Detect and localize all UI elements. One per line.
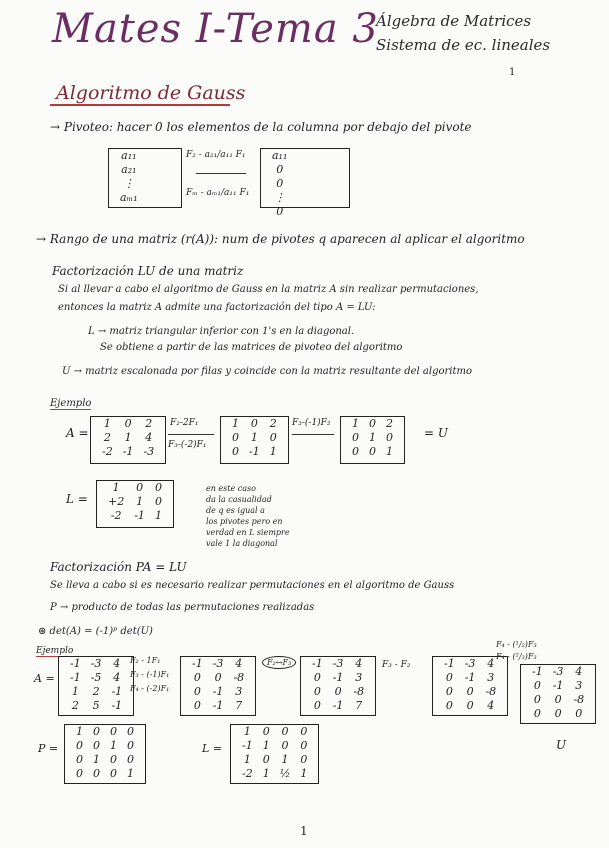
header-mark: 1 bbox=[509, 67, 516, 78]
lu-l-line-1: L → matriz triangular inferior con 1's en la diagonal. bbox=[88, 326, 355, 337]
matrix-cell: 0 bbox=[281, 725, 289, 738]
matrix-cell: -3 bbox=[212, 657, 224, 670]
matrix-row bbox=[115, 163, 163, 177]
matrix-cell: -3 bbox=[552, 665, 564, 678]
matrix-cell: 3 bbox=[355, 671, 363, 684]
lu-equals-u: = U bbox=[424, 426, 448, 440]
matrix-cell: 1 bbox=[76, 725, 83, 738]
matrix-cell: -3 bbox=[143, 445, 155, 458]
matrix-cell: -3 bbox=[332, 657, 344, 670]
lu-arrow-1 bbox=[168, 434, 214, 435]
matrix-cell: 0 bbox=[262, 753, 270, 766]
lu-op-1: F₂-2F₁ bbox=[170, 418, 199, 428]
matrix-cell: 0 bbox=[214, 671, 222, 684]
matrix-cell: 4 bbox=[113, 657, 121, 670]
matrix-cell: -1 bbox=[552, 679, 564, 692]
matrix-cell: -1 bbox=[111, 685, 123, 698]
lu-note-3: de q es igual a bbox=[206, 506, 265, 515]
matrix-row bbox=[439, 699, 501, 713]
matrix-cell: aₘ₁ bbox=[120, 191, 138, 204]
pa-det: ⊛ det(A) = (-1)ᵖ det(U) bbox=[38, 626, 153, 637]
matrix-cell: -1 bbox=[532, 665, 543, 678]
matrix-cell: -1 bbox=[122, 445, 134, 458]
matrix-row bbox=[439, 671, 501, 685]
lu-note-5: verdad en L siempre bbox=[206, 528, 290, 537]
pa-op-f3f2: F₃ - F₂ bbox=[382, 660, 411, 670]
pa-p-label: P = bbox=[38, 742, 59, 755]
matrix-cell: 0 bbox=[300, 739, 308, 752]
matrix-row bbox=[65, 671, 127, 685]
matrix-cell: 0 bbox=[193, 671, 201, 684]
matrix-row bbox=[527, 707, 589, 721]
matrix-cell: 1 bbox=[300, 767, 308, 780]
matrix-cell: 4 bbox=[487, 699, 495, 712]
matrix-row bbox=[347, 431, 398, 445]
matrix-cell: 0 bbox=[300, 725, 308, 738]
matrix-cell: 0 bbox=[334, 685, 342, 698]
matrix-cell: -1 bbox=[332, 671, 344, 684]
lu-arrow-2 bbox=[292, 434, 334, 435]
pa-matrix-a bbox=[58, 656, 134, 716]
matrix-cell: 1 bbox=[386, 445, 393, 458]
matrix-cell: 0 bbox=[124, 417, 132, 430]
lu-u-line: U → matriz escalonada por filas y coincide con la matriz resultante del algoritmo bbox=[62, 366, 472, 377]
matrix-cell: -1 bbox=[134, 509, 145, 522]
matrix-cell: 0 bbox=[276, 163, 284, 176]
matrix-cell: -1 bbox=[111, 699, 123, 712]
matrix-cell: 0 bbox=[262, 725, 270, 738]
matrix-cell: 4 bbox=[113, 671, 121, 684]
lu-a-label: A = bbox=[66, 426, 89, 440]
matrix-cell: 0 bbox=[93, 767, 100, 780]
matrix-row bbox=[227, 445, 282, 459]
matrix-cell: 2 bbox=[145, 417, 153, 430]
matrix-row bbox=[237, 725, 312, 739]
matrix-cell bbox=[143, 163, 153, 177]
subtitle-line-1: Álgebra de Matrices bbox=[376, 12, 532, 30]
matrix-cell: 2 bbox=[92, 685, 100, 698]
matrix-cell: 1 bbox=[232, 417, 239, 430]
lu-l-label: L = bbox=[66, 492, 88, 506]
page-title: Mates I-Tema 3 bbox=[52, 6, 379, 52]
matrix-cell: 4 bbox=[487, 657, 495, 670]
pa-matrix-b bbox=[180, 656, 256, 716]
matrix-row bbox=[115, 149, 163, 163]
matrix-cell: 1 bbox=[154, 509, 162, 522]
matrix-cell: 0 bbox=[250, 417, 258, 430]
section-title: Algoritmo de Gauss bbox=[56, 82, 246, 104]
matrix-cell: -8 bbox=[573, 693, 585, 706]
generic-matrix-a bbox=[108, 148, 182, 208]
matrix-cell: 0 bbox=[76, 753, 83, 766]
matrix-row bbox=[267, 191, 292, 205]
pivoteo-op-2: Fₘ - aₘ₁/a₁₁ F₁ bbox=[186, 188, 250, 198]
matrix-cell: 1 bbox=[269, 445, 277, 458]
matrix-cell: 0 bbox=[276, 177, 284, 190]
matrix-cell: 0 bbox=[232, 445, 239, 458]
matrix-cell: a₁₁ bbox=[272, 149, 288, 162]
matrix-cell: -8 bbox=[485, 685, 497, 698]
matrix-row bbox=[227, 431, 282, 445]
matrix-cell: 0 bbox=[154, 481, 162, 494]
matrix-cell: 0 bbox=[193, 699, 201, 712]
pa-matrix-u bbox=[520, 664, 596, 724]
matrix-cell: 0 bbox=[281, 739, 289, 752]
matrix-cell: ⋮ bbox=[274, 191, 286, 204]
matrix-row bbox=[267, 205, 292, 219]
lu-matrix-l bbox=[96, 480, 174, 528]
lu-line-2: entonces la matriz A admite una factorización del tipo A = LU: bbox=[58, 302, 376, 313]
matrix-cell: 0 bbox=[93, 739, 100, 752]
pa-u-mark: U bbox=[556, 738, 567, 752]
matrix-cell: 0 bbox=[193, 685, 201, 698]
matrix-cell: 7 bbox=[355, 699, 363, 712]
matrix-row bbox=[237, 753, 312, 767]
matrix-cell: 1 bbox=[369, 431, 376, 444]
matrix-cell: 0 bbox=[352, 431, 359, 444]
matrix-cell: 1 bbox=[243, 725, 251, 738]
matrix-row bbox=[187, 671, 249, 685]
rango-text: → Rango de una matriz (r(A)): num de pivotes q aparecen al aplicar el algoritmo bbox=[36, 232, 525, 246]
pa-l-label: L = bbox=[202, 742, 223, 755]
matrix-cell: ½ bbox=[279, 767, 291, 780]
matrix-cell: 1 bbox=[112, 481, 120, 494]
pa-line-1: Se lleva a cabo si es necesario realizar permutaciones en el algoritmo de Gauss bbox=[50, 580, 455, 591]
matrix-cell: -1 bbox=[212, 699, 224, 712]
matrix-cell bbox=[153, 191, 163, 205]
lu-ejemplo: Ejemplo bbox=[50, 398, 92, 409]
matrix-cell: -1 bbox=[242, 739, 253, 752]
matrix-cell: 0 bbox=[445, 699, 453, 712]
matrix-row bbox=[65, 657, 127, 671]
matrix-cell: 0 bbox=[466, 685, 474, 698]
lu-matrix-a bbox=[90, 416, 166, 464]
matrix-row bbox=[71, 725, 139, 739]
matrix-cell bbox=[143, 177, 153, 191]
matrix-cell: 0 bbox=[352, 445, 359, 458]
matrix-cell: -5 bbox=[90, 671, 102, 684]
lu-matrix-b bbox=[220, 416, 289, 464]
matrix-row bbox=[187, 685, 249, 699]
pa-a-label: A = bbox=[34, 672, 55, 685]
matrix-cell: 0 bbox=[232, 431, 239, 444]
matrix-row bbox=[307, 657, 369, 671]
matrix-cell: 7 bbox=[235, 699, 243, 712]
pa-op-f4a: F₄ - (¹/₂)F₃ bbox=[496, 640, 537, 649]
matrix-cell: 0 bbox=[533, 679, 541, 692]
lu-note-1: en este caso bbox=[206, 484, 256, 493]
matrix-row bbox=[267, 163, 292, 177]
matrix-cell: 0 bbox=[554, 693, 562, 706]
pa-ejemplo: Ejemplo bbox=[36, 646, 74, 656]
lu-note-2: da la casualidad bbox=[206, 495, 272, 504]
matrix-cell: 0 bbox=[554, 707, 562, 720]
matrix-cell: -8 bbox=[353, 685, 365, 698]
lu-l-line-2: Se obtiene a partir de las matrices de pivoteo del algoritmo bbox=[100, 342, 403, 353]
matrix-cell: 0 bbox=[445, 685, 453, 698]
matrix-cell: 0 bbox=[313, 685, 321, 698]
matrix-cell: 0 bbox=[575, 707, 583, 720]
matrix-cell: 1 bbox=[110, 739, 117, 752]
matrix-cell: 0 bbox=[369, 417, 376, 430]
matrix-cell: -1 bbox=[70, 671, 81, 684]
page-number: 1 bbox=[300, 824, 308, 838]
pa-p-line: P → producto de todas las permutaciones realizadas bbox=[50, 602, 315, 613]
matrix-cell: a₂₁ bbox=[121, 163, 137, 176]
matrix-cell: 0 bbox=[276, 205, 284, 218]
matrix-cell bbox=[153, 177, 163, 191]
matrix-cell: 1 bbox=[136, 495, 144, 508]
matrix-cell: -3 bbox=[90, 657, 102, 670]
matrix-cell: -1 bbox=[70, 657, 81, 670]
matrix-row bbox=[187, 699, 249, 713]
matrix-cell: a₁₁ bbox=[121, 149, 137, 162]
matrix-cell: 0 bbox=[269, 431, 277, 444]
matrix-row bbox=[527, 665, 589, 679]
matrix-cell: 4 bbox=[575, 665, 583, 678]
matrix-row bbox=[115, 177, 163, 191]
matrix-cell: -1 bbox=[464, 671, 476, 684]
matrix-cell: 0 bbox=[300, 753, 308, 766]
matrix-row bbox=[103, 481, 167, 495]
matrix-cell: 2 bbox=[269, 417, 277, 430]
matrix-cell: 2 bbox=[386, 417, 393, 430]
matrix-cell: 5 bbox=[92, 699, 100, 712]
matrix-cell: 0 bbox=[127, 739, 134, 752]
matrix-row bbox=[307, 685, 369, 699]
matrix-cell: 2 bbox=[103, 431, 111, 444]
matrix-row bbox=[439, 685, 501, 699]
matrix-row bbox=[97, 417, 159, 431]
matrix-cell: -3 bbox=[464, 657, 476, 670]
matrix-row bbox=[103, 509, 167, 523]
matrix-cell: 0 bbox=[76, 767, 83, 780]
matrix-cell: 0 bbox=[154, 495, 162, 508]
pa-op-2: F₃ - (-1)F₁ bbox=[130, 670, 170, 679]
matrix-row bbox=[71, 753, 139, 767]
matrix-cell bbox=[143, 149, 153, 163]
matrix-cell: 1 bbox=[352, 417, 359, 430]
matrix-cell: -1 bbox=[444, 657, 455, 670]
matrix-cell: 0 bbox=[76, 739, 83, 752]
matrix-cell: 4 bbox=[235, 657, 243, 670]
matrix-cell: -1 bbox=[312, 657, 323, 670]
pivoteo-op-1: F₂ - a₂₁/a₁₁ F₁ bbox=[186, 150, 246, 160]
matrix-cell: 3 bbox=[235, 685, 243, 698]
matrix-cell: -8 bbox=[233, 671, 245, 684]
matrix-cell: 1 bbox=[71, 685, 79, 698]
matrix-cell: 0 bbox=[110, 767, 117, 780]
lu-note-4: los pivotes pero en bbox=[206, 517, 283, 526]
pa-op-1: F₂ - 1F₁ bbox=[130, 656, 161, 665]
lu-note-6: vale 1 la diagonal bbox=[206, 539, 278, 548]
matrix-row bbox=[347, 417, 398, 431]
matrix-row bbox=[103, 495, 167, 509]
matrix-cell: 1 bbox=[243, 753, 251, 766]
matrix-cell: 0 bbox=[313, 699, 321, 712]
matrix-row bbox=[97, 431, 159, 445]
matrix-cell: 1 bbox=[281, 753, 289, 766]
matrix-row bbox=[527, 693, 589, 707]
matrix-row bbox=[237, 739, 312, 753]
matrix-row bbox=[267, 177, 292, 191]
pa-title: Factorización PA = LU bbox=[50, 560, 187, 574]
matrix-cell: 0 bbox=[136, 481, 144, 494]
matrix-cell: 3 bbox=[487, 671, 495, 684]
matrix-cell: 1 bbox=[262, 767, 270, 780]
matrix-row bbox=[65, 685, 127, 699]
lu-title: Factorización LU de una matriz bbox=[52, 264, 244, 278]
matrix-cell: 4 bbox=[145, 431, 153, 444]
generic-matrix-b bbox=[260, 148, 350, 218]
matrix-row bbox=[115, 191, 163, 205]
matrix-row bbox=[267, 149, 292, 163]
matrix-cell: -2 bbox=[242, 767, 253, 780]
matrix-cell: -1 bbox=[212, 685, 224, 698]
matrix-row bbox=[71, 739, 139, 753]
lu-line-1: Si al llevar a cabo el algoritmo de Gauss en la matriz A sin realizar permutaciones, bbox=[58, 284, 479, 295]
matrix-cell: 0 bbox=[313, 671, 321, 684]
matrix-row bbox=[307, 671, 369, 685]
matrix-cell: -1 bbox=[249, 445, 260, 458]
pa-op-3: F₄ - (-2)F₁ bbox=[130, 684, 170, 693]
subtitle-line-2: Sistema de ec. lineales bbox=[376, 36, 551, 54]
pa-swap: F₂↔F₃ bbox=[262, 656, 296, 669]
matrix-cell: 3 bbox=[575, 679, 583, 692]
matrix-cell bbox=[153, 149, 163, 163]
matrix-cell: 1 bbox=[250, 431, 258, 444]
matrix-row bbox=[71, 767, 139, 781]
matrix-row bbox=[227, 417, 282, 431]
matrix-row bbox=[347, 445, 398, 459]
matrix-cell bbox=[143, 191, 153, 205]
lu-op-2: F₃-(-2)F₁ bbox=[168, 440, 207, 450]
matrix-cell: 1 bbox=[93, 753, 100, 766]
matrix-row bbox=[307, 699, 369, 713]
matrix-cell: -2 bbox=[110, 509, 122, 522]
lu-op-3: F₃-(-1)F₂ bbox=[292, 418, 331, 428]
pivoteo-arrow bbox=[196, 173, 246, 174]
matrix-cell: 0 bbox=[110, 725, 117, 738]
matrix-row bbox=[527, 679, 589, 693]
matrix-cell: -2 bbox=[102, 445, 113, 458]
pa-matrix-l bbox=[230, 724, 319, 784]
matrix-cell: 0 bbox=[127, 753, 134, 766]
matrix-cell: 4 bbox=[355, 657, 363, 670]
matrix-cell: -1 bbox=[332, 699, 344, 712]
matrix-cell: 0 bbox=[386, 431, 393, 444]
matrix-cell: 1 bbox=[124, 431, 132, 444]
matrix-cell bbox=[153, 163, 163, 177]
section-underline bbox=[50, 104, 230, 106]
matrix-cell: 0 bbox=[466, 699, 474, 712]
matrix-cell: 0 bbox=[369, 445, 376, 458]
matrix-row bbox=[65, 699, 127, 713]
matrix-cell: -1 bbox=[192, 657, 203, 670]
pa-matrix-d bbox=[432, 656, 508, 716]
matrix-cell: 1 bbox=[103, 417, 111, 430]
matrix-cell: 0 bbox=[110, 753, 117, 766]
matrix-cell: 2 bbox=[71, 699, 79, 712]
matrix-cell: 1 bbox=[127, 767, 134, 780]
matrix-cell: 0 bbox=[93, 725, 100, 738]
matrix-row bbox=[97, 445, 159, 459]
matrix-row bbox=[187, 657, 249, 671]
pa-op-f4b: F₄ - (²/₃)F₃ bbox=[496, 652, 537, 661]
pa-matrix-c bbox=[300, 656, 376, 716]
matrix-cell: 0 bbox=[445, 671, 453, 684]
lu-matrix-u bbox=[340, 416, 405, 464]
matrix-cell: ⋮ bbox=[123, 177, 135, 190]
matrix-cell: +2 bbox=[108, 495, 125, 508]
matrix-cell: 0 bbox=[533, 693, 541, 706]
pivoteo-text: → Pivoteo: hacer 0 los elementos de la columna por debajo del pivote bbox=[50, 120, 472, 134]
matrix-row bbox=[237, 767, 312, 781]
matrix-cell: 0 bbox=[533, 707, 541, 720]
matrix-row bbox=[439, 657, 501, 671]
pa-matrix-p bbox=[64, 724, 146, 784]
matrix-cell: 0 bbox=[127, 725, 134, 738]
matrix-cell: 1 bbox=[262, 739, 270, 752]
